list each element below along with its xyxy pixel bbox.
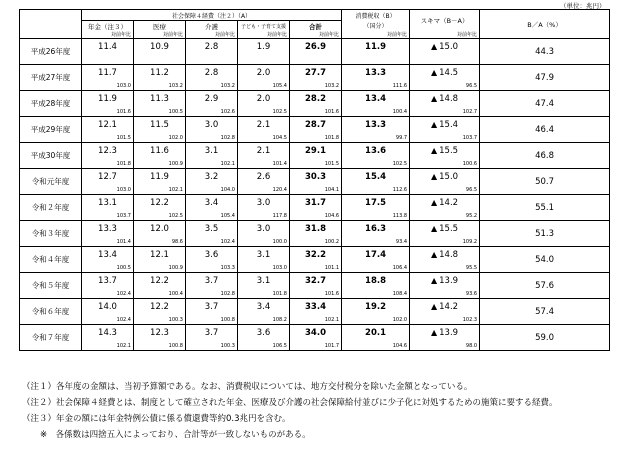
total-yoy [290, 55, 342, 64]
ratio-value: 57.6 [480, 273, 610, 299]
tax-value: 13.4 [342, 91, 410, 108]
medical-value: 12.3 [134, 325, 186, 342]
tax-header: 消費税収（B） [342, 10, 410, 21]
gap-yoy: 100.6 [410, 159, 480, 168]
gap-value [410, 273, 480, 290]
pension-value: 13.7 [82, 273, 134, 290]
year-label: 平成26年度 [20, 39, 82, 65]
pension-yoy: 103.7 [82, 211, 134, 220]
care-yoy: 103.2 [186, 81, 238, 90]
gap-yoy: 109.2 [410, 237, 480, 246]
care-yoy: 102.4 [186, 237, 238, 246]
medical-value: 12.2 [134, 273, 186, 290]
gap-value [410, 65, 480, 82]
medical-value: 11.2 [134, 65, 186, 82]
pension-yoy: 101.4 [82, 237, 134, 246]
gap-yoy: 103.7 [410, 133, 480, 142]
triangle-icon: ▲ [430, 42, 438, 52]
year-label: 平成27年度 [20, 65, 82, 91]
table-row [20, 91, 610, 108]
gap-number: 13.9 [439, 276, 459, 287]
gap-yoy: 102.7 [410, 107, 480, 116]
pension-yoy: 103.0 [82, 185, 134, 194]
tax-value: 19.2 [342, 299, 410, 316]
ratio-value: 47.9 [480, 65, 610, 91]
medical-yoy: 102.5 [134, 211, 186, 220]
total-value: 27.7 [290, 65, 342, 82]
medical-value: 12.0 [134, 221, 186, 238]
total-value: 28.7 [290, 117, 342, 134]
total-value: 33.4 [290, 299, 342, 316]
child-value: 1.9 [238, 39, 290, 56]
gap-number: 15.0 [439, 42, 459, 53]
total-yoy: 100.2 [290, 237, 342, 246]
pension-header: 年金（注３） [82, 21, 134, 32]
gap-value [410, 221, 480, 238]
table-row [20, 325, 610, 342]
tax-yoy: 112.6 [342, 185, 410, 194]
child-yoy: 100.0 [238, 237, 290, 246]
child-value: 2.6 [238, 169, 290, 186]
table-row [20, 169, 610, 186]
year-label: 令和４年度 [20, 247, 82, 273]
pension-value: 13.3 [82, 221, 134, 238]
child-value: 3.0 [238, 195, 290, 212]
medical-yoy: 100.8 [134, 341, 186, 350]
year-label: 令和５年度 [20, 273, 82, 299]
total-yoy: 104.6 [290, 211, 342, 220]
child-yoy: 106.5 [238, 341, 290, 350]
year-label: 平成29年度 [20, 117, 82, 143]
gap-header: スキマ（B－A） [410, 10, 480, 32]
triangle-icon: ▲ [430, 198, 438, 208]
child-yoy: 101.8 [238, 289, 290, 298]
medical-value: 11.3 [134, 91, 186, 108]
triangle-icon: ▲ [430, 68, 438, 78]
child-yoy: 104.5 [238, 133, 290, 142]
child-value: 3.6 [238, 325, 290, 342]
care-value: 3.1 [186, 143, 238, 160]
care-yoy: 102.1 [186, 159, 238, 168]
gap-value [410, 325, 480, 342]
pension-value: 12.3 [82, 143, 134, 160]
tax-value: 20.1 [342, 325, 410, 342]
care-header: 介護 [186, 21, 238, 32]
child-value: 3.1 [238, 247, 290, 264]
ratio-value: 47.4 [480, 91, 610, 117]
ratio-value: 54.0 [480, 247, 610, 273]
gap-yoy: 102.3 [410, 315, 480, 324]
medical-yoy: 100.3 [134, 315, 186, 324]
gap-value [410, 117, 480, 134]
ratio-label: 対前年比 [238, 31, 290, 39]
pension-yoy: 101.5 [82, 133, 134, 142]
gap-yoy: 98.0 [410, 341, 480, 350]
child-value: 2.0 [238, 65, 290, 82]
note-2: （注２）社会保障４経費とは、制度として確立された年金、医療及び介護の社会保障給付並びに少子化に対処するための施策に要する経費。 [22, 398, 558, 408]
pension-value: 11.4 [82, 39, 134, 56]
notes [22, 379, 558, 443]
tax-value: 18.8 [342, 273, 410, 290]
care-yoy: 105.4 [186, 211, 238, 220]
ratio-value: 46.4 [480, 117, 610, 143]
tax-yoy: 93.4 [342, 237, 410, 246]
table-body [20, 39, 610, 351]
child-yoy: 120.4 [238, 185, 290, 194]
care-value: 3.4 [186, 195, 238, 212]
pension-yoy: 101.8 [82, 159, 134, 168]
table-row [20, 117, 610, 134]
care-yoy: 102.8 [186, 289, 238, 298]
child-value: 3.4 [238, 299, 290, 316]
tax-yoy: 99.7 [342, 133, 410, 142]
tax-value: 15.4 [342, 169, 410, 186]
total-yoy: 103.2 [290, 81, 342, 90]
medical-header: 医療 [134, 21, 186, 32]
child-value: 3.0 [238, 221, 290, 238]
ratio-label: 対前年比 [410, 31, 480, 39]
total-yoy: 101.6 [290, 289, 342, 298]
tax-value: 13.3 [342, 65, 410, 82]
note-3: （注３）年金の額には年金特例公債に係る償還費等約0.3兆円を含む。 [22, 414, 291, 424]
triangle-icon: ▲ [430, 250, 438, 260]
medical-value: 12.2 [134, 299, 186, 316]
gap-value [410, 39, 480, 56]
note-1: （注１）各年度の金額は、当初予算額である。なお、消費税収については、地方交付税分を除いた金額となっている。 [22, 382, 473, 392]
table-row [20, 143, 610, 160]
total-value: 34.0 [290, 325, 342, 342]
child-value: 3.1 [238, 273, 290, 290]
ratio-value: 51.3 [480, 221, 610, 247]
year-label: 令和２年度 [20, 195, 82, 221]
medical-yoy [134, 55, 186, 64]
care-yoy: 104.0 [186, 185, 238, 194]
group-header: 社会保障４経費（注２）（A） [82, 10, 342, 21]
care-value: 3.6 [186, 247, 238, 264]
pension-yoy: 102.4 [82, 289, 134, 298]
total-value: 30.3 [290, 169, 342, 186]
ratio-value: 59.0 [480, 325, 610, 351]
care-value: 2.8 [186, 39, 238, 56]
medical-value: 11.9 [134, 169, 186, 186]
year-label: 令和７年度 [20, 325, 82, 351]
gap-number: 14.5 [439, 68, 459, 79]
total-yoy: 101.8 [290, 133, 342, 142]
tax-sub-header: （国分） [342, 21, 410, 32]
medical-value: 11.5 [134, 117, 186, 134]
gap-yoy [410, 55, 480, 64]
year-label: 平成28年度 [20, 91, 82, 117]
medical-value: 10.9 [134, 39, 186, 56]
care-yoy: 100.3 [186, 341, 238, 350]
child-yoy: 102.5 [238, 107, 290, 116]
care-yoy [186, 55, 238, 64]
table-row [20, 39, 610, 56]
total-yoy: 101.5 [290, 159, 342, 168]
tax-yoy: 106.4 [342, 263, 410, 272]
medical-yoy: 100.9 [134, 159, 186, 168]
child-header: 子ども・子育て支援 [238, 21, 290, 32]
year-label: 令和３年度 [20, 221, 82, 247]
tax-yoy: 108.4 [342, 289, 410, 298]
triangle-icon: ▲ [430, 224, 438, 234]
medical-value: 12.1 [134, 247, 186, 264]
ratio-label: 対前年比 [342, 31, 410, 39]
tax-yoy: 111.6 [342, 81, 410, 90]
child-yoy [238, 55, 290, 64]
gap-number: 15.5 [439, 224, 459, 235]
child-yoy: 105.4 [238, 81, 290, 90]
pension-yoy: 100.5 [82, 263, 134, 272]
gap-value [410, 143, 480, 160]
pension-yoy [82, 55, 134, 64]
tax-yoy: 102.0 [342, 315, 410, 324]
child-yoy: 101.4 [238, 159, 290, 168]
care-value: 3.5 [186, 221, 238, 238]
pension-value: 12.1 [82, 117, 134, 134]
ratio-value: 57.4 [480, 299, 610, 325]
ratio-value: 44.3 [480, 39, 610, 65]
total-header: 合計 [290, 21, 342, 32]
care-yoy: 103.3 [186, 263, 238, 272]
triangle-icon: ▲ [430, 94, 438, 104]
ratio-value: 46.8 [480, 143, 610, 169]
total-value: 28.2 [290, 91, 342, 108]
child-yoy: 108.2 [238, 315, 290, 324]
triangle-icon: ▲ [430, 146, 438, 156]
tax-yoy: 104.6 [342, 341, 410, 350]
medical-value: 12.2 [134, 195, 186, 212]
ratio-label: 対前年比 [186, 31, 238, 39]
triangle-icon: ▲ [430, 276, 438, 286]
gap-number: 15.0 [439, 172, 459, 183]
pension-value: 13.4 [82, 247, 134, 264]
medical-yoy: 102.1 [134, 185, 186, 194]
pension-value: 11.7 [82, 65, 134, 82]
tax-yoy: 113.8 [342, 211, 410, 220]
tax-value: 17.4 [342, 247, 410, 264]
total-yoy: 101.6 [290, 107, 342, 116]
year-label: 平成30年度 [20, 143, 82, 169]
gap-number: 14.2 [439, 302, 459, 313]
medical-value: 11.6 [134, 143, 186, 160]
gap-yoy: 96.5 [410, 81, 480, 90]
total-value: 31.7 [290, 195, 342, 212]
tax-value: 17.5 [342, 195, 410, 212]
child-yoy: 117.8 [238, 211, 290, 220]
table-row [20, 195, 610, 212]
note-4: ※ 各係数は四捨五入によっており、合計等が一致しないものがある。 [40, 430, 311, 440]
triangle-icon: ▲ [430, 172, 438, 182]
care-value: 3.7 [186, 299, 238, 316]
year-header [20, 10, 82, 39]
gap-number: 14.8 [439, 250, 459, 261]
ratio-value: 50.7 [480, 169, 610, 195]
table-row [20, 221, 610, 238]
child-value: 2.1 [238, 143, 290, 160]
pension-value: 14.0 [82, 299, 134, 316]
triangle-icon: ▲ [430, 302, 438, 312]
ratio-header: B／A（%） [480, 10, 610, 39]
triangle-icon: ▲ [430, 328, 438, 338]
gap-yoy: 96.5 [410, 185, 480, 194]
gap-yoy: 93.6 [410, 289, 480, 298]
pension-value: 14.3 [82, 325, 134, 342]
pension-yoy: 101.6 [82, 107, 134, 116]
care-value: 2.8 [186, 65, 238, 82]
total-yoy: 101.1 [290, 263, 342, 272]
total-value: 26.9 [290, 39, 342, 56]
triangle-icon: ▲ [430, 120, 438, 130]
table-row [20, 299, 610, 316]
total-value: 32.2 [290, 247, 342, 264]
care-yoy: 102.8 [186, 133, 238, 142]
tax-yoy: 102.5 [342, 159, 410, 168]
ratio-label: 対前年比 [134, 31, 186, 39]
care-value: 3.7 [186, 325, 238, 342]
medical-yoy: 103.2 [134, 81, 186, 90]
pension-value: 11.9 [82, 91, 134, 108]
gap-number: 14.2 [439, 198, 459, 209]
child-yoy: 103.0 [238, 263, 290, 272]
pension-value: 13.1 [82, 195, 134, 212]
unit-label: （単位：兆円） [560, 2, 606, 10]
year-label: 令和元年度 [20, 169, 82, 195]
budget-table [19, 9, 610, 351]
medical-yoy: 102.0 [134, 133, 186, 142]
ratio-label: 対前年比 [82, 31, 134, 39]
care-value: 3.7 [186, 273, 238, 290]
tax-yoy [342, 55, 410, 64]
tax-value: 11.9 [342, 39, 410, 56]
table-row [20, 247, 610, 264]
total-yoy: 104.1 [290, 185, 342, 194]
child-value: 2.1 [238, 117, 290, 134]
medical-yoy: 100.4 [134, 289, 186, 298]
medical-yoy: 100.9 [134, 263, 186, 272]
gap-value [410, 195, 480, 212]
care-yoy: 102.6 [186, 107, 238, 116]
gap-number: 14.8 [439, 94, 459, 105]
medical-yoy: 100.5 [134, 107, 186, 116]
pension-yoy: 102.1 [82, 341, 134, 350]
care-value: 2.9 [186, 91, 238, 108]
total-value: 31.8 [290, 221, 342, 238]
gap-value [410, 247, 480, 264]
medical-yoy: 98.6 [134, 237, 186, 246]
table-row [20, 273, 610, 290]
gap-number: 15.5 [439, 146, 459, 157]
gap-number: 13.9 [439, 328, 459, 339]
care-value: 3.0 [186, 117, 238, 134]
total-value: 29.1 [290, 143, 342, 160]
table-row [20, 65, 610, 82]
tax-yoy: 100.4 [342, 107, 410, 116]
gap-yoy: 95.5 [410, 263, 480, 272]
tax-value: 13.3 [342, 117, 410, 134]
ratio-label: 対前年比 [290, 31, 342, 39]
gap-number: 15.4 [439, 120, 459, 131]
pension-yoy: 102.4 [82, 315, 134, 324]
care-yoy: 100.8 [186, 315, 238, 324]
tax-value: 13.6 [342, 143, 410, 160]
gap-value [410, 91, 480, 108]
child-value: 2.0 [238, 91, 290, 108]
gap-value [410, 169, 480, 186]
gap-yoy: 95.2 [410, 211, 480, 220]
total-value: 32.7 [290, 273, 342, 290]
total-yoy: 101.7 [290, 341, 342, 350]
pension-yoy: 103.0 [82, 81, 134, 90]
tax-value: 16.3 [342, 221, 410, 238]
total-yoy: 102.1 [290, 315, 342, 324]
year-label: 令和６年度 [20, 299, 82, 325]
pension-value: 12.7 [82, 169, 134, 186]
ratio-value: 55.1 [480, 195, 610, 221]
gap-value [410, 299, 480, 316]
care-value: 3.2 [186, 169, 238, 186]
